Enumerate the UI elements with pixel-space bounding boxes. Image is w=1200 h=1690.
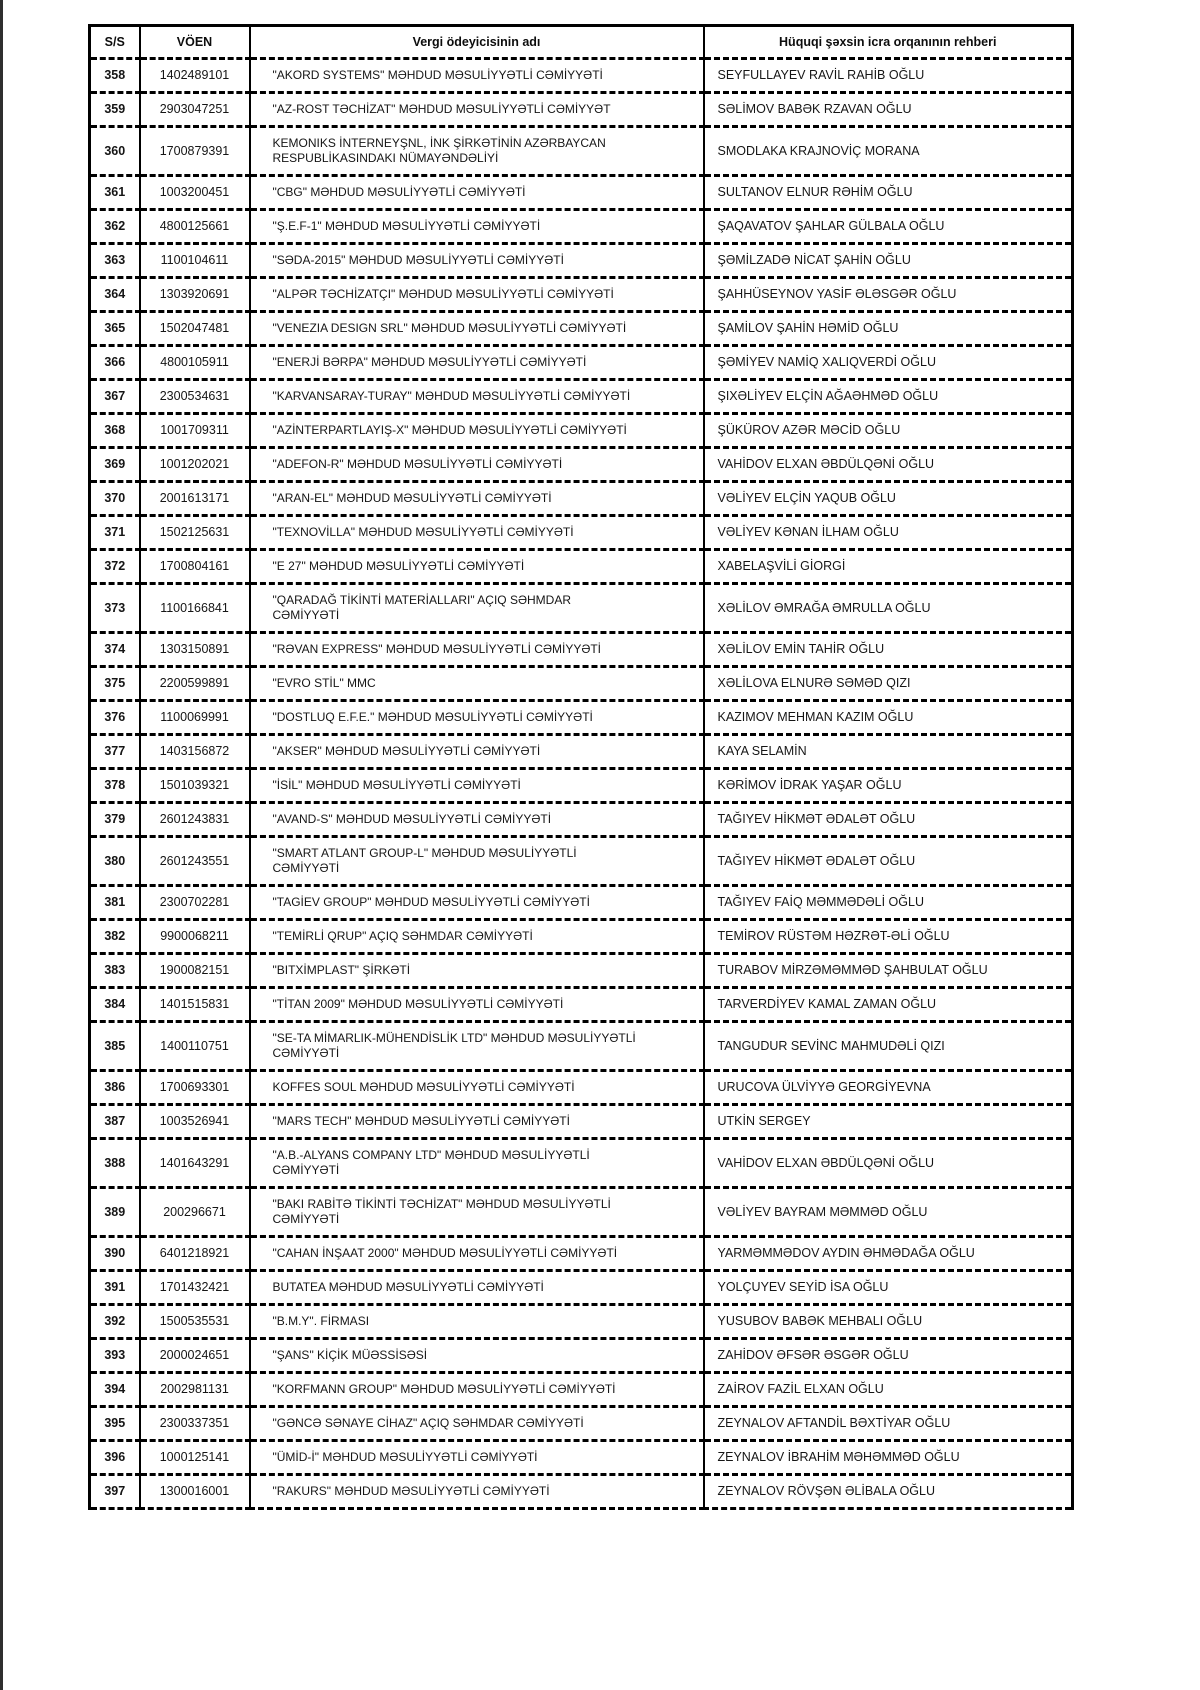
row-voen: 1700804161 xyxy=(140,550,250,584)
row-taxpayer-name: "TİTAN 2009" MƏHDUD MƏSULİYYƏTLİ CƏMİYYƏTİ xyxy=(250,988,704,1022)
row-executive-head: UTKİN SERGEY xyxy=(704,1105,1073,1139)
row-taxpayer-name: "ADEFON-R" MƏHDUD MƏSULİYYƏTLİ CƏMİYYƏTİ xyxy=(250,448,704,482)
table-row xyxy=(90,920,1073,954)
row-taxpayer-name: "E 27" MƏHDUD MƏSULİYYƏTLİ CƏMİYYƏTİ xyxy=(250,550,704,584)
row-executive-head: SMODLAKA KRAJNOVİÇ MORANA xyxy=(704,127,1073,176)
row-serial-number: 370 xyxy=(90,482,140,516)
row-taxpayer-name: "BAKI RABİTƏ TİKİNTİ TƏCHİZAT" MƏHDUD MƏSULİYYƏTLİ CƏMİYYƏTİ xyxy=(250,1188,704,1237)
col-header-executive-head: Hüquqi şəxsin icra orqanının rehberi xyxy=(704,26,1073,59)
row-taxpayer-name: "AKORD SYSTEMS" MƏHDUD MƏSULİYYƏTLİ CƏMİYYƏTİ xyxy=(250,59,704,93)
row-voen: 9900068211 xyxy=(140,920,250,954)
row-executive-head: VƏLİYEV ELÇİN YAQUB OĞLU xyxy=(704,482,1073,516)
row-serial-number: 379 xyxy=(90,803,140,837)
table-row xyxy=(90,1237,1073,1271)
row-voen: 1100069991 xyxy=(140,701,250,735)
row-serial-number: 397 xyxy=(90,1475,140,1509)
row-executive-head: SEYFULLAYEV RAVİL RAHİB OĞLU xyxy=(704,59,1073,93)
row-serial-number: 371 xyxy=(90,516,140,550)
col-header-voen: VÖEN xyxy=(140,26,250,59)
row-serial-number: 358 xyxy=(90,59,140,93)
row-executive-head: YUSUBOV BABƏK MEHBALI OĞLU xyxy=(704,1305,1073,1339)
row-taxpayer-name: "TEMİRLİ QRUP" AÇIQ SƏHMDAR CƏMİYYƏTİ xyxy=(250,920,704,954)
row-serial-number: 362 xyxy=(90,210,140,244)
row-voen: 4800125661 xyxy=(140,210,250,244)
row-voen: 4800105911 xyxy=(140,346,250,380)
row-executive-head: VAHİDOV ELXAN ƏBDÜLQƏNİ OĞLU xyxy=(704,448,1073,482)
row-voen: 1500535531 xyxy=(140,1305,250,1339)
row-voen: 1100166841 xyxy=(140,584,250,633)
row-voen: 1701432421 xyxy=(140,1271,250,1305)
row-executive-head: URUCOVA ÜLVİYYƏ GEORGİYEVNA xyxy=(704,1071,1073,1105)
table-row xyxy=(90,667,1073,701)
row-executive-head: YOLÇUYEV SEYİD İSA OĞLU xyxy=(704,1271,1073,1305)
row-serial-number: 372 xyxy=(90,550,140,584)
row-voen: 2002981131 xyxy=(140,1373,250,1407)
row-voen: 1303150891 xyxy=(140,633,250,667)
row-executive-head: ŞAQAVATOV ŞAHLAR GÜLBALA OĞLU xyxy=(704,210,1073,244)
row-taxpayer-name: "ALPƏR TƏCHİZATÇI" MƏHDUD MƏSULİYYƏTLİ CƏMİYYƏTİ xyxy=(250,278,704,312)
row-serial-number: 374 xyxy=(90,633,140,667)
row-voen: 1100104611 xyxy=(140,244,250,278)
row-taxpayer-name: "MARS TECH" MƏHDUD MƏSULİYYƏTLİ CƏMİYYƏTİ xyxy=(250,1105,704,1139)
row-voen: 1402489101 xyxy=(140,59,250,93)
row-taxpayer-name: "RƏVAN EXPRESS" MƏHDUD MƏSULİYYƏTLİ CƏMİYYƏTİ xyxy=(250,633,704,667)
row-taxpayer-name: KEMONIKS İNTERNEYŞNL, İNK ŞİRKƏTİNİN AZƏRBAYCAN RESPUBLİKASINDAKI NÜMAYƏNDƏLİYİ xyxy=(250,127,704,176)
table-row xyxy=(90,1441,1073,1475)
row-executive-head: ŞÜKÜROV AZƏR MƏCİD OĞLU xyxy=(704,414,1073,448)
table-row xyxy=(90,346,1073,380)
row-taxpayer-name: "TAGİEV GROUP" MƏHDUD MƏSULİYYƏTLİ CƏMİYYƏTİ xyxy=(250,886,704,920)
row-voen: 2300337351 xyxy=(140,1407,250,1441)
row-serial-number: 388 xyxy=(90,1139,140,1188)
table-row xyxy=(90,1407,1073,1441)
row-serial-number: 382 xyxy=(90,920,140,954)
row-taxpayer-name: "BITXİMPLAST" ŞİRKƏTİ xyxy=(250,954,704,988)
table-row xyxy=(90,127,1073,176)
row-executive-head: XƏLİLOV EMİN TAHİR OĞLU xyxy=(704,633,1073,667)
row-executive-head: TAĞIYEV HİKMƏT ƏDALƏT OĞLU xyxy=(704,837,1073,886)
row-taxpayer-name: "İSİL" MƏHDUD MƏSULİYYƏTLİ CƏMİYYƏTİ xyxy=(250,769,704,803)
row-serial-number: 366 xyxy=(90,346,140,380)
row-serial-number: 363 xyxy=(90,244,140,278)
table-row xyxy=(90,414,1073,448)
row-voen: 1501039321 xyxy=(140,769,250,803)
table-row xyxy=(90,448,1073,482)
row-serial-number: 367 xyxy=(90,380,140,414)
row-executive-head: TANGUDUR SEVİNC MAHMUDƏLİ QIZI xyxy=(704,1022,1073,1071)
row-executive-head: ZEYNALOV RÖVŞƏN ƏLİBALA OĞLU xyxy=(704,1475,1073,1509)
table-row xyxy=(90,380,1073,414)
row-taxpayer-name: "AVAND-S" MƏHDUD MƏSULİYYƏTLİ CƏMİYYƏTİ xyxy=(250,803,704,837)
row-executive-head: TURABOV MİRZƏMƏMMƏD ŞAHBULAT OĞLU xyxy=(704,954,1073,988)
row-executive-head: ZAİROV FAZİL ELXAN OĞLU xyxy=(704,1373,1073,1407)
row-executive-head: SƏLİMOV BABƏK RZAVAN OĞLU xyxy=(704,93,1073,127)
row-taxpayer-name: "VENEZIA DESIGN SRL" MƏHDUD MƏSULİYYƏTLİ CƏMİYYƏTİ xyxy=(250,312,704,346)
row-executive-head: ŞAHHÜSEYNOV YASİF ƏLƏSGƏR OĞLU xyxy=(704,278,1073,312)
row-serial-number: 360 xyxy=(90,127,140,176)
row-executive-head: YARMƏMMƏDOV AYDIN ƏHMƏDAĞA OĞLU xyxy=(704,1237,1073,1271)
row-serial-number: 392 xyxy=(90,1305,140,1339)
table-row xyxy=(90,312,1073,346)
row-serial-number: 396 xyxy=(90,1441,140,1475)
table-row xyxy=(90,244,1073,278)
col-header-taxpayer-name: Vergi ödeyicisinin adı xyxy=(250,26,704,59)
row-taxpayer-name: BUTATEA MƏHDUD MƏSULİYYƏTLİ CƏMİYYƏTİ xyxy=(250,1271,704,1305)
row-serial-number: 389 xyxy=(90,1188,140,1237)
row-executive-head: TAĞIYEV FAİQ MƏMMƏDƏLİ OĞLU xyxy=(704,886,1073,920)
row-voen: 2200599891 xyxy=(140,667,250,701)
row-serial-number: 394 xyxy=(90,1373,140,1407)
col-header-serial: S/S xyxy=(104,35,125,49)
row-serial-number: 385 xyxy=(90,1022,140,1071)
table-row xyxy=(90,1071,1073,1105)
row-executive-head: KAYA SELAMİN xyxy=(704,735,1073,769)
row-serial-number: 364 xyxy=(90,278,140,312)
table-row xyxy=(90,278,1073,312)
row-voen: 2300534631 xyxy=(140,380,250,414)
row-voen: 1001202021 xyxy=(140,448,250,482)
row-taxpayer-name: "ENERJİ BƏRPA" MƏHDUD MƏSULİYYƏTLİ CƏMİYYƏTİ xyxy=(250,346,704,380)
table-row xyxy=(90,837,1073,886)
row-taxpayer-name: "GƏNCƏ SƏNAYE CİHAZ" AÇIQ SƏHMDAR CƏMİYYƏTİ xyxy=(250,1407,704,1441)
row-voen: 1700879391 xyxy=(140,127,250,176)
table-row xyxy=(90,988,1073,1022)
row-taxpayer-name: "A.B.-ALYANS COMPANY LTD" MƏHDUD MƏSULİYYƏTLİ CƏMİYYƏTİ xyxy=(250,1139,704,1188)
row-serial-number: 387 xyxy=(90,1105,140,1139)
row-voen: 1700693301 xyxy=(140,1071,250,1105)
table-row xyxy=(90,1188,1073,1237)
row-voen: 1502125631 xyxy=(140,516,250,550)
row-taxpayer-name: "RAKURS" MƏHDUD MƏSULİYYƏTLİ CƏMİYYƏTİ xyxy=(250,1475,704,1509)
table-row xyxy=(90,633,1073,667)
row-executive-head: XABELAŞVİLİ GİORGİ xyxy=(704,550,1073,584)
row-taxpayer-name: "QARADAĞ TİKİNTİ MATERİALLARI" AÇIQ SƏHMDAR CƏMİYYƏTİ xyxy=(250,584,704,633)
row-voen: 1003526941 xyxy=(140,1105,250,1139)
table-row xyxy=(90,1475,1073,1509)
row-executive-head: TAĞIYEV HİKMƏT ƏDALƏT OĞLU xyxy=(704,803,1073,837)
row-serial-number: 393 xyxy=(90,1339,140,1373)
row-serial-number: 395 xyxy=(90,1407,140,1441)
taxpayer-registry-table xyxy=(88,24,1074,1510)
row-executive-head: VƏLİYEV BAYRAM MƏMMƏD OĞLU xyxy=(704,1188,1073,1237)
table-row xyxy=(90,1339,1073,1373)
row-executive-head: VƏLİYEV KƏNAN İLHAM OĞLU xyxy=(704,516,1073,550)
table-row xyxy=(90,550,1073,584)
row-voen: 1401515831 xyxy=(140,988,250,1022)
row-serial-number: 365 xyxy=(90,312,140,346)
table-row xyxy=(90,584,1073,633)
page-left-edge-line xyxy=(0,0,3,1690)
row-executive-head: ŞAMİLOV ŞAHİN HƏMİD OĞLU xyxy=(704,312,1073,346)
row-taxpayer-name: "CAHAN İNŞAAT 2000" MƏHDUD MƏSULİYYƏTLİ CƏMİYYƏTİ xyxy=(250,1237,704,1271)
row-serial-number: 373 xyxy=(90,584,140,633)
row-voen: 2001613171 xyxy=(140,482,250,516)
table-row xyxy=(90,59,1073,93)
row-serial-number: 375 xyxy=(90,667,140,701)
row-taxpayer-name: "DOSTLUQ E.F.E." MƏHDUD MƏSULİYYƏTLİ CƏMİYYƏTİ xyxy=(250,701,704,735)
row-executive-head: ZEYNALOV AFTANDİL BƏXTİYAR OĞLU xyxy=(704,1407,1073,1441)
row-voen: 2903047251 xyxy=(140,93,250,127)
row-taxpayer-name: "ARAN-EL" MƏHDUD MƏSULİYYƏTLİ CƏMİYYƏTİ xyxy=(250,482,704,516)
row-voen: 1000125141 xyxy=(140,1441,250,1475)
row-taxpayer-name: "ŞANS" KİÇİK MÜƏSSİSƏSİ xyxy=(250,1339,704,1373)
row-voen: 1403156872 xyxy=(140,735,250,769)
row-executive-head: XƏLİLOVA ELNURƏ SƏMƏD QIZI xyxy=(704,667,1073,701)
row-taxpayer-name: "ÜMİD-İ" MƏHDUD MƏSULİYYƏTLİ CƏMİYYƏTİ xyxy=(250,1441,704,1475)
table-row xyxy=(90,886,1073,920)
row-taxpayer-name: "EVRO STİL" MMC xyxy=(250,667,704,701)
row-executive-head: SULTANOV ELNUR RƏHİM OĞLU xyxy=(704,176,1073,210)
row-voen: 6401218921 xyxy=(140,1237,250,1271)
row-executive-head: ŞIXƏLİYEV ELÇİN AĞAƏHMƏD OĞLU xyxy=(704,380,1073,414)
row-serial-number: 378 xyxy=(90,769,140,803)
row-taxpayer-name: "AKSER" MƏHDUD MƏSULİYYƏTLİ CƏMİYYƏTİ xyxy=(250,735,704,769)
row-serial-number: 391 xyxy=(90,1271,140,1305)
row-serial-number: 376 xyxy=(90,701,140,735)
row-executive-head: TEMİROV RÜSTƏM HƏZRƏT-ƏLİ OĞLU xyxy=(704,920,1073,954)
row-serial-number: 381 xyxy=(90,886,140,920)
row-serial-number: 368 xyxy=(90,414,140,448)
row-voen: 1003200451 xyxy=(140,176,250,210)
row-taxpayer-name: "AZİNTERPARTLAYIŞ-X" MƏHDUD MƏSULİYYƏTLİ CƏMİYYƏTİ xyxy=(250,414,704,448)
row-serial-number: 384 xyxy=(90,988,140,1022)
row-taxpayer-name: "AZ-ROST TƏCHİZAT" MƏHDUD MƏSULİYYƏTLİ CƏMİYYƏT xyxy=(250,93,704,127)
row-executive-head: KAZIMOV MEHMAN KAZIM OĞLU xyxy=(704,701,1073,735)
row-voen: 1401643291 xyxy=(140,1139,250,1188)
row-taxpayer-name: "SƏDA-2015" MƏHDUD MƏSULİYYƏTLİ CƏMİYYƏTİ xyxy=(250,244,704,278)
row-serial-number: 386 xyxy=(90,1071,140,1105)
row-taxpayer-name: "KORFMANN GROUP" MƏHDUD MƏSULİYYƏTLİ CƏMİYYƏTİ xyxy=(250,1373,704,1407)
row-voen: 2601243831 xyxy=(140,803,250,837)
table-row xyxy=(90,1271,1073,1305)
row-voen: 1303920691 xyxy=(140,278,250,312)
row-serial-number: 377 xyxy=(90,735,140,769)
table-row xyxy=(90,769,1073,803)
table-row xyxy=(90,210,1073,244)
row-taxpayer-name: "Ş.E.F-1" MƏHDUD MƏSULİYYƏTLİ CƏMİYYƏTİ xyxy=(250,210,704,244)
table-row xyxy=(90,735,1073,769)
table-row xyxy=(90,701,1073,735)
row-serial-number: 380 xyxy=(90,837,140,886)
row-taxpayer-name: KOFFES SOUL MƏHDUD MƏSULİYYƏTLİ CƏMİYYƏTİ xyxy=(250,1071,704,1105)
row-executive-head: VAHİDOV ELXAN ƏBDÜLQƏNİ OĞLU xyxy=(704,1139,1073,1188)
row-executive-head: TARVERDİYEV KAMAL ZAMAN OĞLU xyxy=(704,988,1073,1022)
table-row xyxy=(90,482,1073,516)
table-row xyxy=(90,1373,1073,1407)
row-taxpayer-name: "TEXNOVİLLA" MƏHDUD MƏSULİYYƏTLİ CƏMİYYƏTİ xyxy=(250,516,704,550)
row-voen: 1001709311 xyxy=(140,414,250,448)
row-taxpayer-name: "CBG" MƏHDUD MƏSULİYYƏTLİ CƏMİYYƏTİ xyxy=(250,176,704,210)
row-serial-number: 390 xyxy=(90,1237,140,1271)
row-voen: 1400110751 xyxy=(140,1022,250,1071)
row-voen: 2000024651 xyxy=(140,1339,250,1373)
row-executive-head: XƏLİLOV ƏMRAĞA ƏMRULLA OĞLU xyxy=(704,584,1073,633)
row-executive-head: KƏRİMOV İDRAK YAŞAR OĞLU xyxy=(704,769,1073,803)
table-row xyxy=(90,1305,1073,1339)
row-taxpayer-name: "B.M.Y". FİRMASI xyxy=(250,1305,704,1339)
row-voen: 2300702281 xyxy=(140,886,250,920)
row-taxpayer-name: "SE-TA MİMARLIK-MÜHENDİSLİK LTD" MƏHDUD MƏSULİYYƏTLİ CƏMİYYƏTİ xyxy=(250,1022,704,1071)
row-serial-number: 369 xyxy=(90,448,140,482)
table-row xyxy=(90,1022,1073,1071)
row-voen: 2601243551 xyxy=(140,837,250,886)
row-serial-number: 359 xyxy=(90,93,140,127)
row-executive-head: ZEYNALOV İBRAHİM MƏHƏMMƏD OĞLU xyxy=(704,1441,1073,1475)
row-taxpayer-name: "KARVANSARAY-TURAY" MƏHDUD MƏSULİYYƏTLİ CƏMİYYƏTİ xyxy=(250,380,704,414)
table-row xyxy=(90,954,1073,988)
table-row xyxy=(90,1105,1073,1139)
table-row xyxy=(90,1139,1073,1188)
table-row xyxy=(90,803,1073,837)
header-row xyxy=(90,26,1073,59)
row-executive-head: ŞƏMİLZADƏ NİCAT ŞAHİN OĞLU xyxy=(704,244,1073,278)
table-row xyxy=(90,176,1073,210)
row-executive-head: ŞƏMİYEV NAMİQ XALIQVERDİ OĞLU xyxy=(704,346,1073,380)
table-row xyxy=(90,93,1073,127)
row-voen: 1502047481 xyxy=(140,312,250,346)
row-serial-number: 383 xyxy=(90,954,140,988)
row-executive-head: ZAHİDOV ƏFSƏR ƏSGƏR OĞLU xyxy=(704,1339,1073,1373)
row-voen: 200296671 xyxy=(140,1188,250,1237)
row-voen: 1900082151 xyxy=(140,954,250,988)
table-row xyxy=(90,516,1073,550)
row-voen: 1300016001 xyxy=(140,1475,250,1509)
row-taxpayer-name: "SMART ATLANT GROUP-L" MƏHDUD MƏSULİYYƏTLİ CƏMİYYƏTİ xyxy=(250,837,704,886)
row-serial-number: 361 xyxy=(90,176,140,210)
